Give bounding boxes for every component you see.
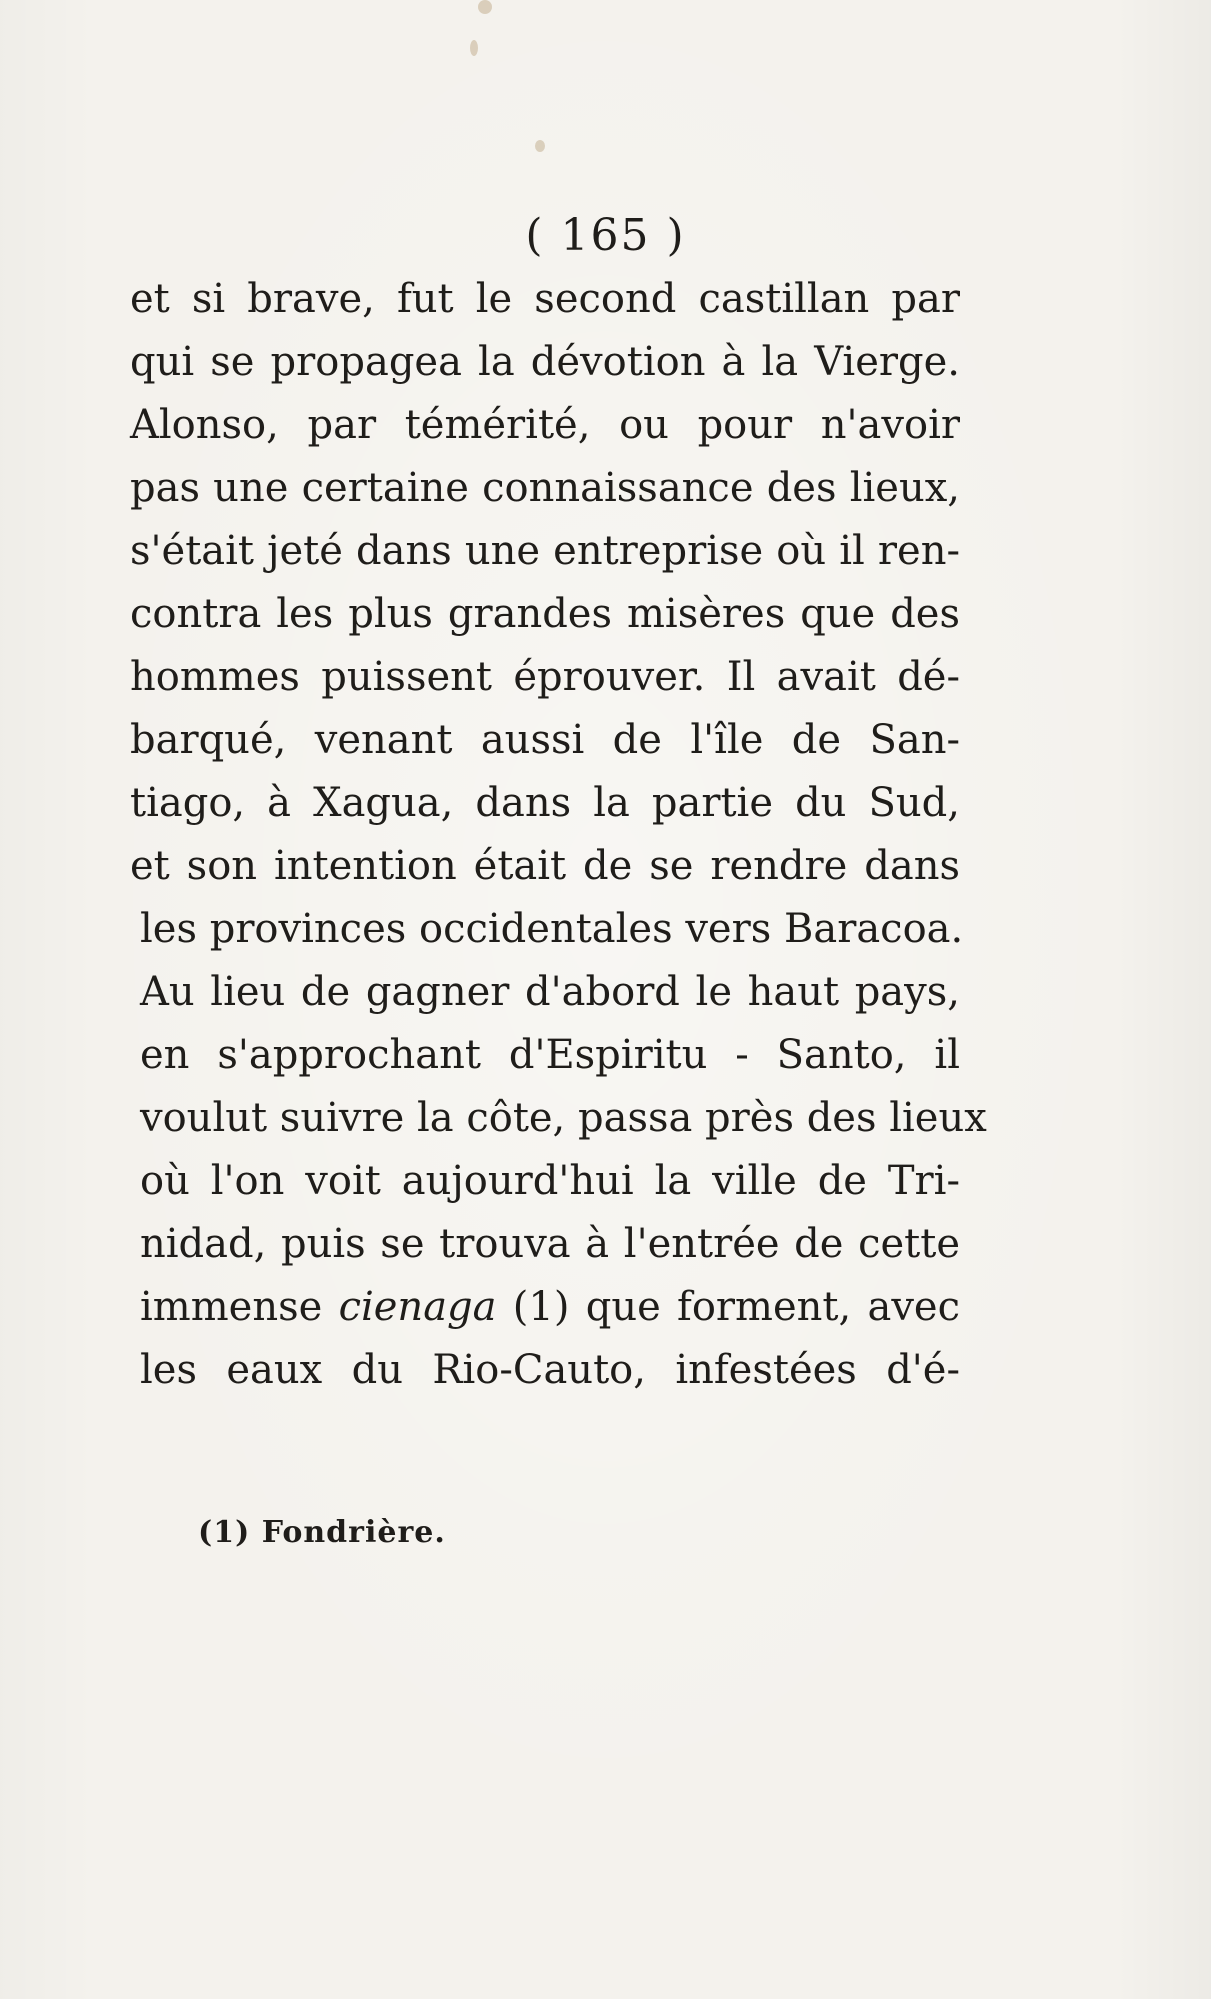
text-line: qui se propagea la dévotion à la Vierge.: [130, 339, 960, 385]
text-line: où l'on voit aujourd'hui la ville de Tri-: [140, 1158, 960, 1204]
page-number: ( 165 ): [525, 210, 686, 261]
body-text: [130, 268, 987, 1402]
text-line: Alonso, par témérité, ou pour n'avoir: [130, 402, 960, 448]
italic-word: cienaga: [338, 1284, 497, 1330]
text-line: hommes puissent éprouver. Il avait dé-: [130, 654, 960, 700]
text-line: nidad, puis se trouva à l'entrée de cette: [140, 1221, 960, 1267]
text-line: contra les plus grandes misères que des: [130, 591, 960, 637]
text-line: pas une certaine connaissance des lieux,: [130, 465, 960, 511]
footnote: (1) Fondrière.: [198, 1515, 446, 1550]
text-line: les provinces occidentales vers Baracoa.: [140, 906, 964, 952]
text-line: les eaux du Rio-Cauto, infestées d'é-: [140, 1347, 960, 1393]
text-line: barqué, venant aussi de l'île de San-: [130, 717, 960, 763]
text-line: s'était jeté dans une entreprise où il ren-: [130, 528, 960, 574]
text-line-with-italic: immense cienaga (1) que forment, avec: [140, 1284, 960, 1330]
text-line: tiago, à Xagua, dans la partie du Sud,: [130, 780, 960, 826]
paper-stain: [535, 140, 545, 152]
paper-stain: [470, 40, 478, 56]
paper-stain: [478, 0, 492, 14]
text-line: Au lieu de gagner d'abord le haut pays,: [140, 969, 960, 1015]
text-line: voulut suivre la côte, passa près des lieux: [140, 1095, 987, 1141]
text-line: et si brave, fut le second castillan par: [130, 276, 960, 322]
text-line: en s'approchant d'Espiritu - Santo, il: [140, 1032, 960, 1078]
text-line: et son intention était de se rendre dans: [130, 843, 960, 889]
